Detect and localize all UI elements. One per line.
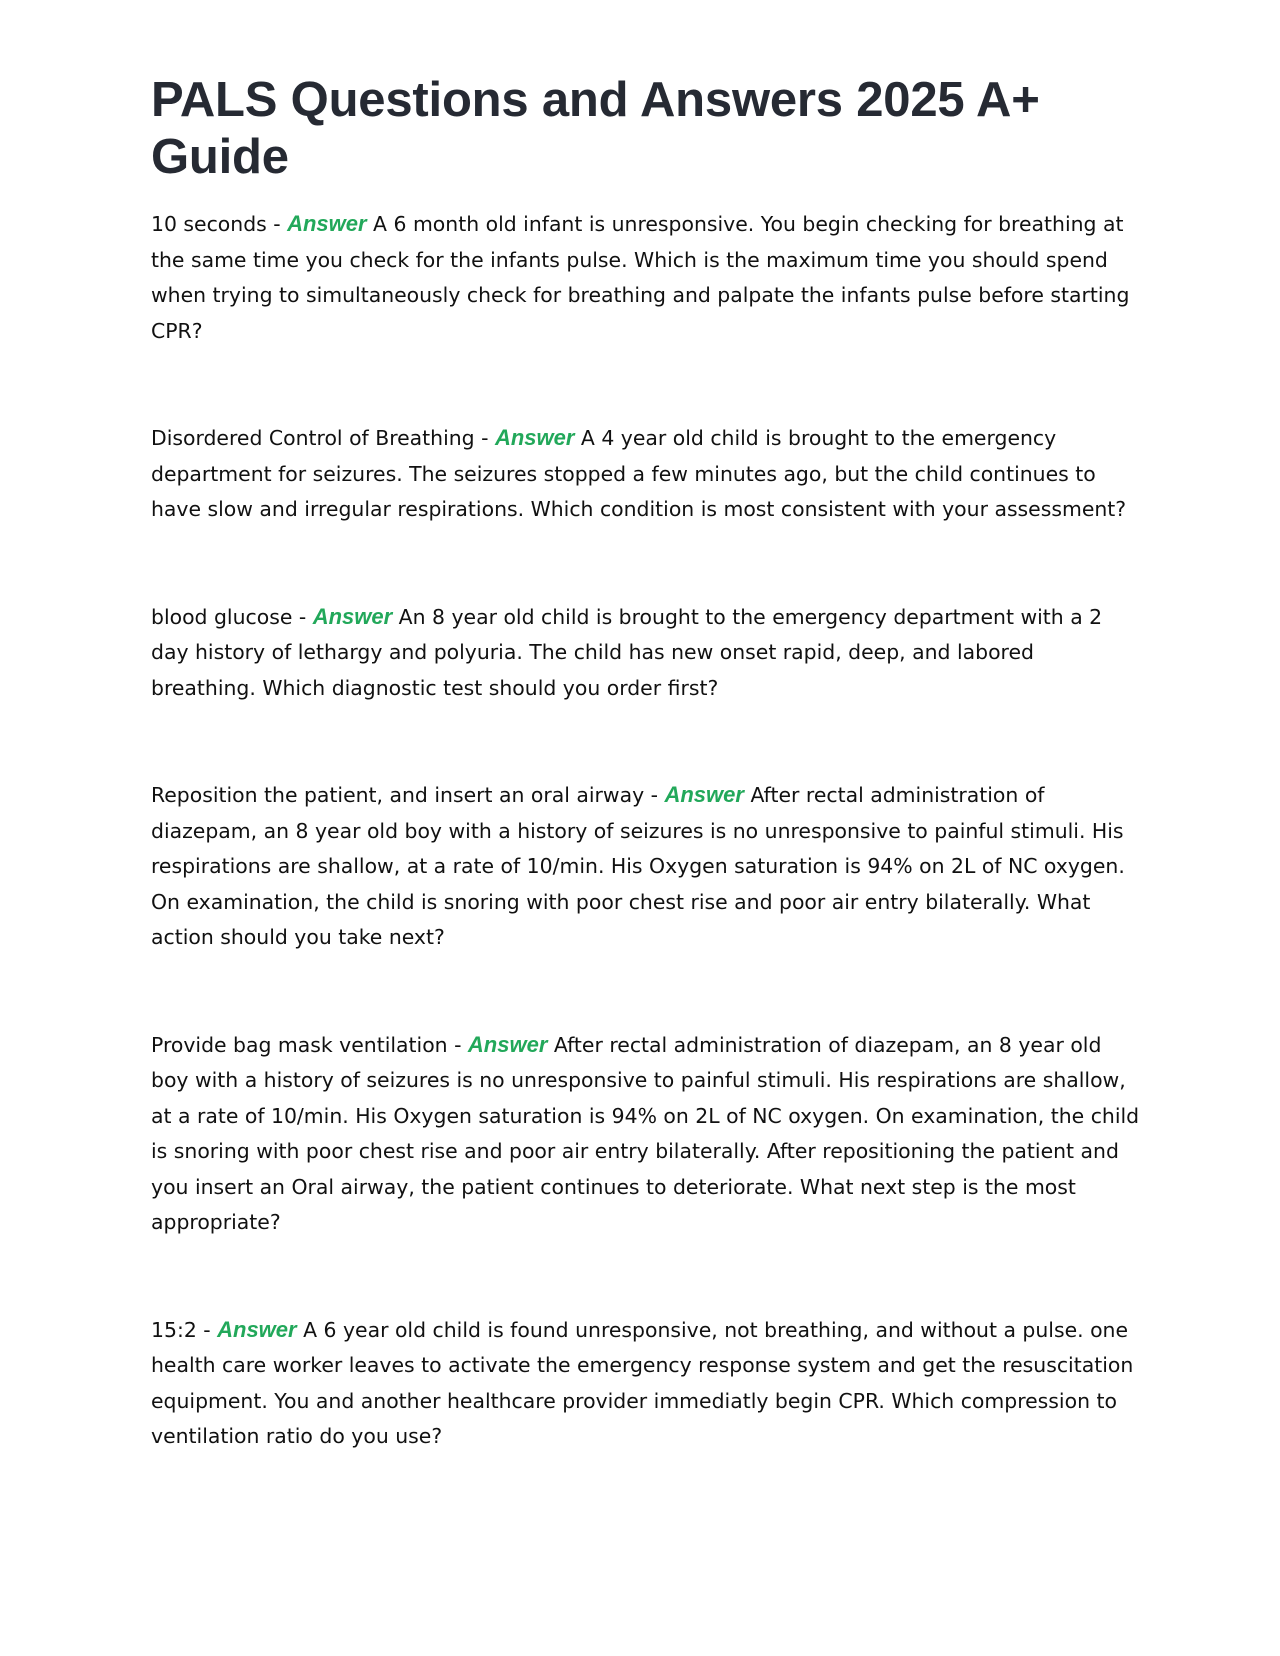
document-title: PALS Questions and Answers 2025 A+ Guide (151, 73, 1040, 184)
answer-label: Answer (287, 211, 367, 236)
qa-item-2 (151, 420, 1141, 528)
document-page (151, 72, 1141, 1455)
answer-label: Answer (494, 425, 575, 450)
qa-item-1 (151, 206, 1141, 349)
answer-label: Answer (217, 1316, 297, 1342)
qa-answer: Provide bag mask ventilation - (151, 1032, 468, 1057)
qa-question: After rectal administration of diazepam, an 8 year old boy with a history of seizures is no unresponsive to painful stimuli. His respirations are shallow, at a rate of 10/min. His Oxygen saturation is 94% on 2L of NC oxygen. On examination, the child is snoring with poor chest rise and poor air entry bilaterally. After repositioning the patient and you insert an Oral airway, the patient continues to deteriorate. What next step is the most appropriate? (151, 1032, 1140, 1234)
qa-question: After rectal administration of diazepam, an 8 year old boy with a history of seizures is no unresponsive to painful stimuli. His respirations are shallow, at a rate of 10/min. His Oxygen saturation is 94% on 2L of NC oxygen. On examination, the child is snoring with poor chest rise and poor air entry bilaterally. What action should you take next? (151, 783, 1125, 949)
qa-item-5 (151, 1027, 1141, 1241)
qa-answer: 15:2 - (151, 1317, 218, 1342)
answer-label: Answer (312, 603, 393, 629)
qa-item-4 (151, 777, 1141, 956)
qa-question: A 6 month old infant is unresponsive. You begin checking for breathing at the same time you check for the infants pulse. Which is the maximum time you should spend when trying to simultaneously check for breathing and palpate the infants pulse before starting CPR? (151, 212, 1130, 343)
answer-label: Answer (467, 1031, 548, 1057)
qa-answer: blood glucose - (151, 604, 313, 629)
answer-label: Answer (664, 782, 744, 807)
qa-answer: 10 seconds - (151, 212, 288, 236)
qa-question: A 4 year old child is brought to the emergency department for seizures. The seizures stopped a few minutes ago, but the child continues to have slow and irregular respirations. Which condition is most consistent with your assessment? (151, 426, 1127, 521)
qa-answer: Disordered Control of Breathing - (151, 426, 495, 450)
qa-answer: Reposition the patient, and insert an oral airway - (151, 783, 665, 807)
qa-item-3 (151, 599, 1141, 707)
qa-item-6 (151, 1312, 1141, 1455)
qa-question: A 6 year old child is found unresponsive, not breathing, and without a pulse. one health care worker leaves to activate the emergency response system and get the resuscitation equipment. You and another healthcare provider immediatly begin CPR. Which compression to ventilation ratio do you use? (151, 1317, 1134, 1448)
qa-question: An 8 year old child is brought to the emergency department with a 2 day history of lethargy and polyuria. The child has new onset rapid, deep, and labored breathing. Which diagnostic test should you order first? (151, 604, 1103, 700)
